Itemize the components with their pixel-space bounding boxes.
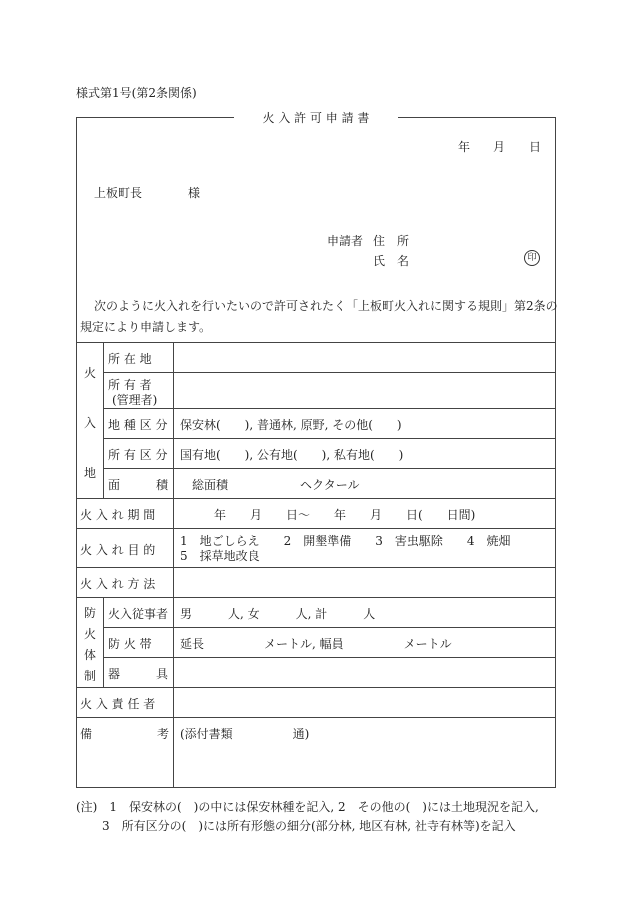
label-remarks-a: 備: [80, 727, 93, 741]
value-remarks: (添付書類 通): [180, 727, 310, 741]
value-land-type: 保安林( ), 普通林, 原野, その他( ): [180, 418, 402, 432]
value-workers: 男 人, 女 人, 計 人: [180, 607, 376, 621]
value-purpose-line1: 1 地ごしらえ 2 開墾準備 3 害虫駆除 4 焼畑: [180, 534, 511, 548]
row-rule: [76, 687, 556, 688]
row-rule: [103, 468, 556, 469]
label-equipment: 器 具: [108, 667, 169, 681]
row-rule: [103, 627, 556, 628]
label-purpose: 火 入 れ 目 的: [80, 543, 156, 557]
date-day: 日: [529, 140, 542, 154]
applicant-label: 申請者: [327, 234, 364, 248]
value-ownership: 国有地( ), 公有地( ), 私有地( ): [180, 448, 404, 462]
note-line2: 3 所有区分の( )には所有形態の細分(部分林, 地区有林, 社寺有林等)を記入: [102, 819, 516, 833]
form-label: 様式第1号(第2条関係): [76, 86, 197, 100]
label-owner: 所 有 者: [108, 378, 152, 392]
value-purpose-line2: 5 採草地改良: [180, 549, 260, 563]
addressee-town: 上板町長: [94, 186, 143, 200]
label-ownership: 所 有 区 分: [108, 448, 168, 462]
label-location: 所 在 地: [108, 352, 152, 366]
label-method: 火 入 れ 方 法: [80, 577, 156, 591]
label-period: 火 入 れ 期 間: [80, 508, 156, 522]
value-area: 総面積 ヘクタール: [192, 478, 360, 492]
applicant-address: 住 所: [373, 234, 410, 248]
label-remarks-b: 考: [157, 727, 170, 741]
row-rule: [76, 498, 556, 499]
value-period: 年 月 日～ 年 月 日( 日間): [214, 508, 476, 522]
fire-group-char: 防: [84, 606, 97, 620]
value-firebreak: 延長 メートル, 幅員 メートル: [180, 637, 452, 651]
label-manager: (管理者): [112, 393, 158, 407]
intro-line1: 次のように火入れを行いたいので許可されたく「上板町火入れに関する規則」第2条の: [94, 299, 558, 313]
site-group-char: 火: [84, 366, 97, 380]
site-group-char: 入: [84, 416, 97, 430]
site-group-char: 地: [84, 466, 97, 480]
date-month: 月: [493, 140, 506, 154]
label-area: 面 積: [108, 478, 169, 492]
fire-group-divider: [103, 597, 104, 687]
label-land-type: 地 種 区 分: [108, 418, 168, 432]
row-rule: [76, 717, 556, 718]
addressee-sama: 様: [188, 186, 201, 200]
row-rule: [103, 438, 556, 439]
fire-group-char: 制: [84, 669, 97, 683]
date-year: 年: [458, 140, 471, 154]
label-responsible: 火 入 責 任 者: [80, 697, 156, 711]
row-rule: [76, 567, 556, 568]
note-line1: (注) 1 保安林の( )の中には保安林種を記入, 2 その他の( )には土地現況を記入,: [76, 800, 539, 814]
fire-group-char: 体: [84, 648, 97, 662]
fire-group-char: 火: [84, 627, 97, 641]
intro-line2: 規定により申請します。: [80, 320, 212, 334]
site-group-divider: [103, 342, 104, 498]
row-rule: [103, 657, 556, 658]
row-rule: [76, 528, 556, 529]
table-top-rule: [76, 342, 556, 343]
form-title: 火 入 許 可 申 請 書: [262, 111, 370, 125]
row-rule: [103, 372, 556, 373]
label-firebreak: 防 火 帯: [108, 637, 152, 651]
seal-icon: 印: [524, 250, 540, 266]
row-rule: [76, 597, 556, 598]
applicant-name: 氏 名: [373, 254, 410, 268]
label-workers: 火入従事者: [108, 607, 169, 621]
row-rule: [103, 408, 556, 409]
